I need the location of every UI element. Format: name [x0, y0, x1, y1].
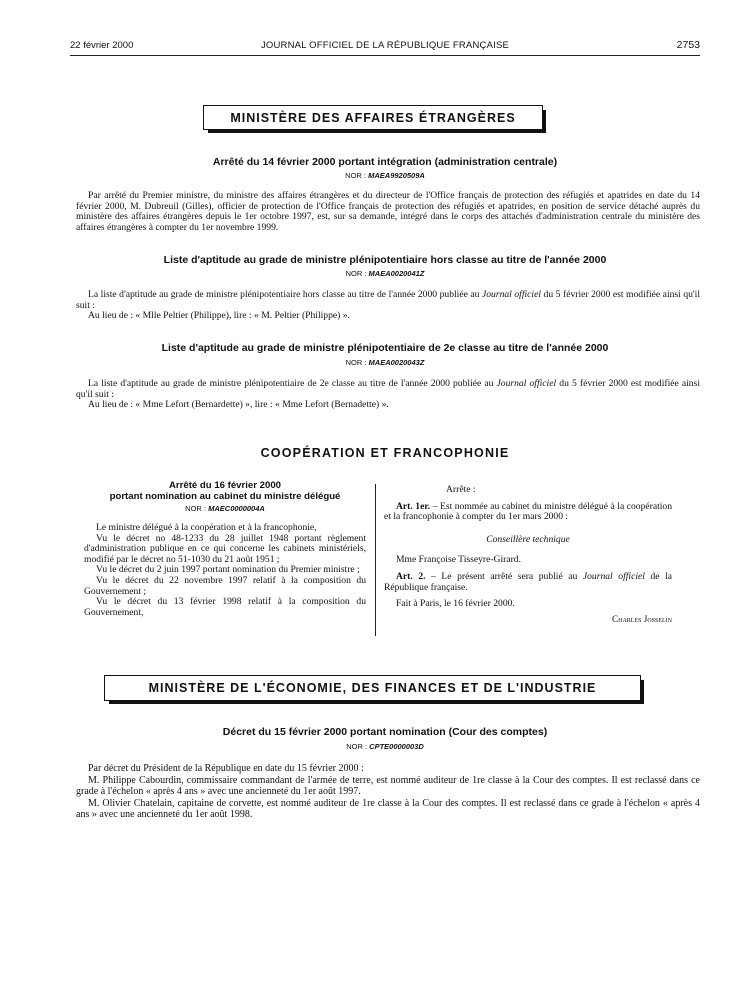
appointee: Mme Françoise Tisseyre-Girard.: [396, 554, 521, 566]
paragraph: Le ministre délégué à la coopération et à la francophonie,: [96, 522, 317, 533]
nor-reference: [70, 742, 700, 751]
paragraph: Par décret du Président de la République en date du 15 février 2000 :: [88, 763, 364, 774]
arrete-integration-title: Arrêté du 14 février 2000 portant intégration (administration centrale): [212, 156, 558, 168]
nor-reference: [84, 504, 366, 513]
nor-reference: [70, 269, 700, 278]
article-2: Art. 2. – Le présent arrêté sera publié au Journal officiel de la République française.: [384, 570, 673, 593]
liste-hors-classe-body: [76, 290, 700, 322]
place-date: Fait à Paris, le 16 février 2000.: [396, 598, 515, 610]
section-title-cooperation: COOPÉRATION ET FRANCOPHONIE: [260, 446, 510, 460]
paragraph: M. Philippe Cabourdin, commissaire commandant de l'armée de terre, est nommé auditeur de 1re classe à la Cour des comptes. Il est reclassé dans ce grade à l'échelon « après 4 ans » avec une ancienneté du 1er août 1997.: [76, 774, 700, 798]
header-rule: [70, 55, 700, 56]
section-title-text: MINISTÈRE DES AFFAIRES ÉTRANGÈRES: [230, 110, 516, 125]
paragraph: Par arrêté du Premier ministre, du ministre des affaires étrangères et du directeur de l'Office français de protection des réfugiés et apatrides en date du 14 février 2000, M. Dubreuil (Gilles), officier de protection de l'Office français de protection des réfugiés et apatrides, en position de service détaché auprès du ministère des affaires étrangères depuis le 1er octobre 1997, est, sur sa demande, intégré dans le corps des attachés d'administration centrale du ministère des affaires étrangères à compter du 1er novembre 1999.: [76, 190, 700, 233]
arrete-integration-body: [76, 191, 700, 233]
role-title: Conseillère technique: [486, 533, 570, 545]
paragraph: Vu le décret du 2 juin 1997 portant nomination du Premier ministre ;: [96, 564, 360, 576]
arrete-label: Arrête :: [446, 484, 476, 495]
paragraph: Au lieu de : « Mme Lefort (Bernardette) », lire : « Mme Lefort (Bernadette) ».: [88, 399, 389, 411]
nor-reference: [70, 358, 700, 367]
nor-reference: [70, 171, 700, 180]
section-title-text: MINISTÈRE DE L'ÉCONOMIE, DES FINANCES ET DE L'INDUSTRIE: [148, 681, 597, 695]
paragraph: Vu le décret du 22 novembre 1997 relatif à la composition du Gouvernement ;: [84, 574, 366, 597]
liste-deuxieme-classe-title: Liste d'aptitude au grade de ministre plénipotentiaire de 2e classe au titre de l'année 2000: [161, 342, 609, 354]
paragraph: La liste d'aptitude au grade de ministre plénipotentiaire hors classe au titre de l'année 2000 publiée au Journal officiel du 5 février 2000 est modifiée ainsi qu'il suit :: [76, 289, 700, 311]
nor-label: NOR :: [345, 269, 367, 278]
liste-hors-classe-title: Liste d'aptitude au grade de ministre plénipotentiaire hors classe au titre de l'année 2000: [163, 254, 607, 266]
paragraph: La liste d'aptitude au grade de ministre plénipotentiaire de 2e classe au titre de l'année 2000 publiée au Journal officiel du 5 février 2000 est modifiée ainsi qu'il suit :: [76, 378, 700, 400]
page-number: 2753: [676, 39, 700, 51]
section-title-affaires-etrangeres: [203, 105, 543, 130]
arrete-cabinet-title: Arrêté du 16 février 2000 portant nomination au cabinet du ministre délégué: [109, 480, 341, 502]
paragraph: Vu le décret du 13 février 1998 relatif à la composition du Gouvernement,: [84, 596, 366, 618]
header-date: 22 février 2000: [70, 40, 134, 51]
nor-code: MAEC0000004A: [208, 504, 265, 513]
liste-deuxieme-classe-body: [76, 379, 700, 411]
nor-code: CPTE0000003D: [369, 742, 424, 751]
nor-label: NOR :: [345, 171, 367, 180]
nor-code: MAEA0020043Z: [368, 358, 425, 367]
right-column: [384, 485, 672, 624]
journal-title: JOURNAL OFFICIEL DE LA RÉPUBLIQUE FRANÇAISE: [260, 40, 510, 51]
nor-label: NOR :: [185, 504, 207, 513]
nor-code: MAEA9920509A: [368, 171, 425, 180]
paragraph: Au lieu de : « Mlle Peltier (Philippe), lire : « M. Peltier (Philippe) ».: [88, 310, 350, 322]
column-divider: [375, 484, 376, 636]
nor-label: NOR :: [345, 358, 367, 367]
visas: [84, 523, 366, 618]
section-title-economie: [104, 675, 641, 701]
left-column: [84, 481, 366, 618]
paragraph: M. Olivier Chatelain, capitaine de corvette, est nommé auditeur de 1re classe à la Cour des comptes. Il est reclassé dans ce grade à l'échelon « après 4 ans » avec une ancienneté du 1er août 1998.: [76, 797, 700, 821]
decret-body: [76, 763, 700, 821]
nor-code: MAEA0020041Z: [368, 269, 425, 278]
paragraph: Vu le décret no 48-1233 du 28 juillet 1948 portant règlement d'administration publique en ce qui concerne les cabinets ministériels, modifié par le décret no 51-1030 du 21 août 1951 ;: [84, 532, 366, 565]
decret-cour-des-comptes-title: Décret du 15 février 2000 portant nomination (Cour des comptes): [222, 726, 548, 738]
page-header: [70, 38, 700, 54]
nor-label: NOR :: [346, 742, 368, 751]
article-1: Art. 1er. – Est nommée au cabinet du ministre délégué à la coopération et la francophonie à compter du 1er mars 2000 :: [384, 500, 673, 523]
signature: Charles Josselin: [611, 613, 672, 624]
